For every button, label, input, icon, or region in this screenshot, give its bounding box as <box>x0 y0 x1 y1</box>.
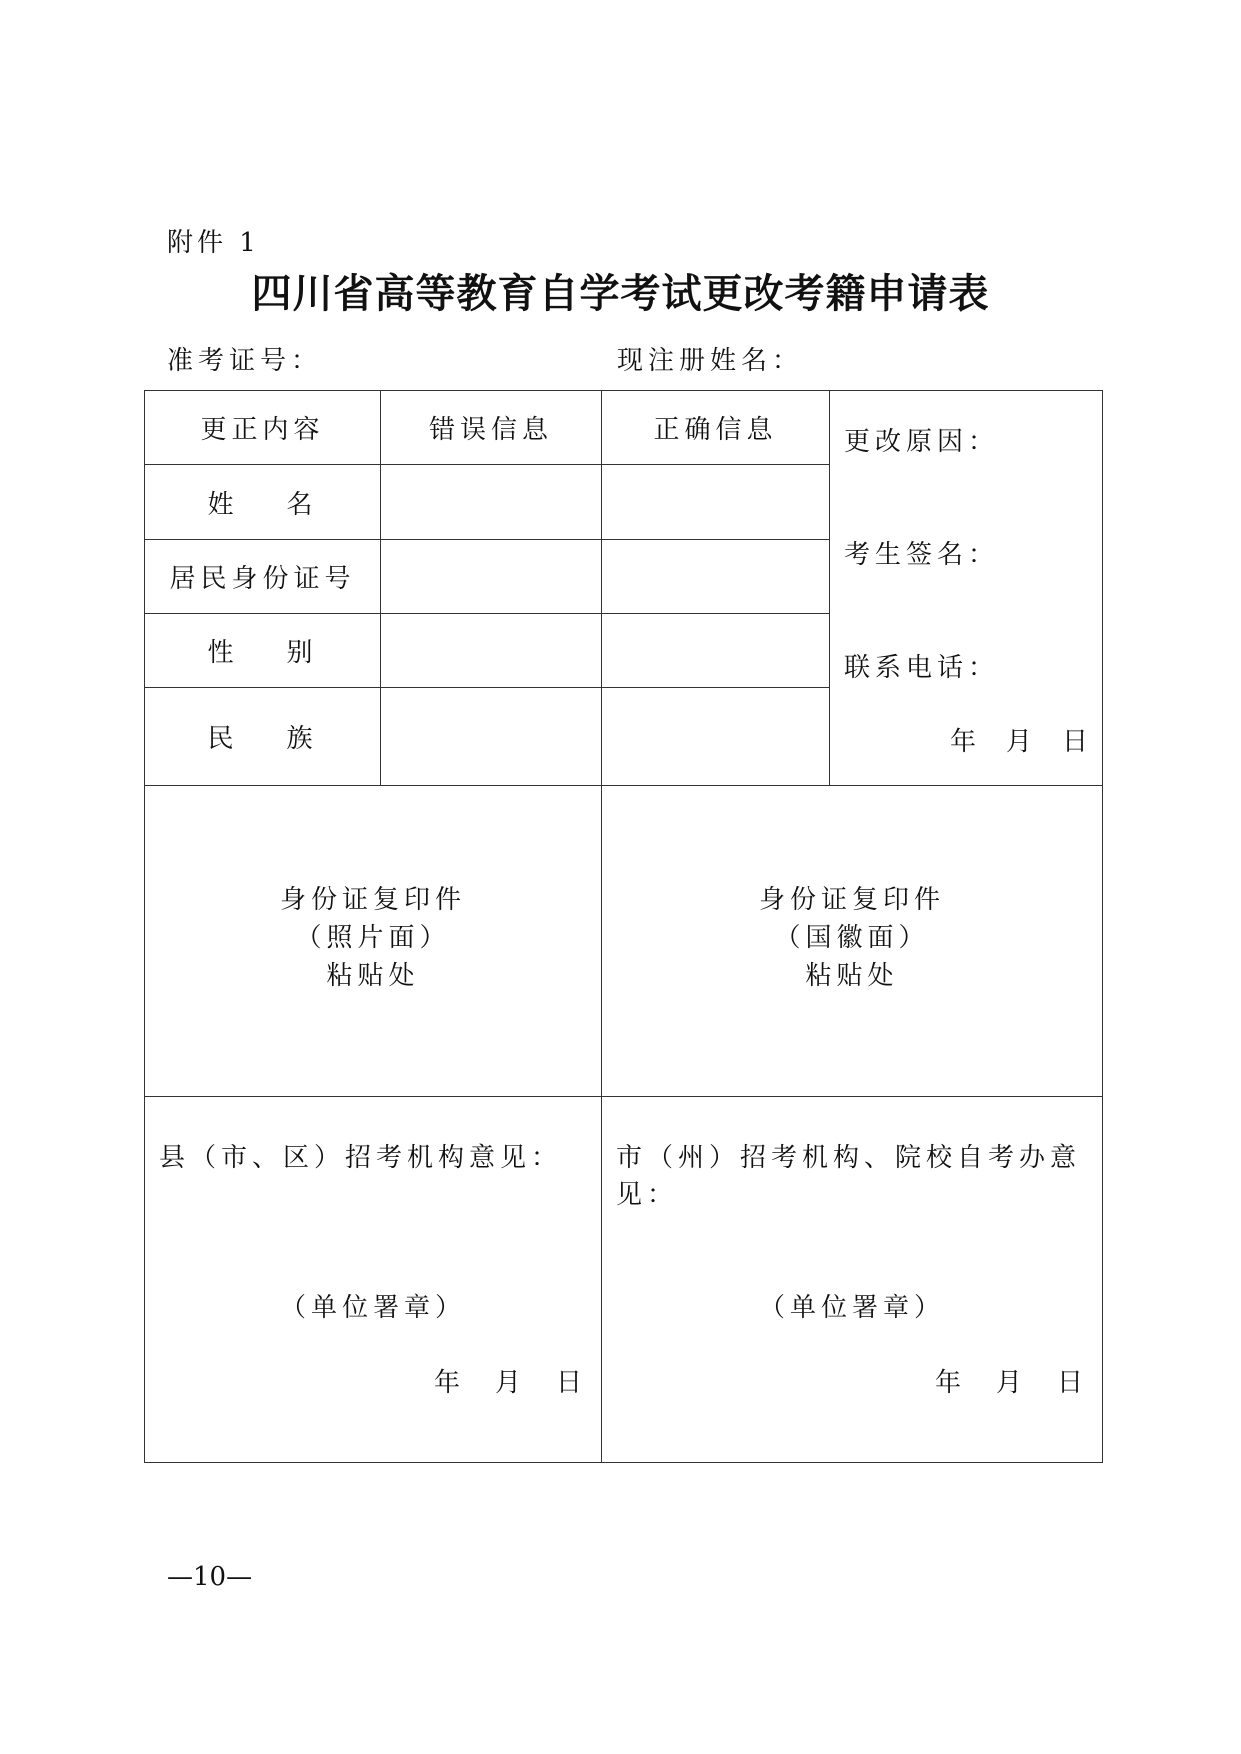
exam-id-label: 准考证号： <box>167 346 323 376</box>
county-opinion-area[interactable] <box>145 1097 602 1463</box>
id-back-line1: 身份证复印件 <box>758 885 945 915</box>
city-opinion-area[interactable] <box>602 1097 1103 1463</box>
row-label-name: 姓 名 <box>145 465 381 540</box>
gender-wrong-field[interactable] <box>381 614 602 688</box>
id-front-line1: 身份证复印件 <box>279 885 466 915</box>
date-day: 日 <box>1061 727 1088 757</box>
county-opinion-label: 县（市、区）招考机构意见： <box>159 1143 563 1173</box>
id-back-line2: （国徽面） <box>774 923 930 953</box>
date-year: 年 <box>949 727 976 757</box>
county-seal-label: （单位署章） <box>279 1293 466 1323</box>
column-header-correct-info: 正确信息 <box>602 391 830 465</box>
signature-label: 考生签名： <box>844 540 1000 570</box>
ethnicity-correct-field[interactable] <box>602 688 830 786</box>
column-header-content: 更正内容 <box>145 391 381 465</box>
city-seal-label: （单位署章） <box>758 1293 945 1323</box>
row-label-gender: 性 别 <box>145 614 381 688</box>
reason-signature-cell[interactable] <box>830 391 1103 786</box>
row-label-ethnicity: 民 族 <box>145 688 381 786</box>
registered-name-label: 现注册姓名： <box>617 346 804 376</box>
id-back-paste-area[interactable] <box>602 786 1103 1097</box>
reason-label: 更改原因： <box>844 427 1000 457</box>
applicant-date <box>920 721 1088 758</box>
phone-label: 联系电话： <box>844 653 1000 683</box>
id-front-line3: 粘贴处 <box>326 961 420 991</box>
city-opinion-label: 市（州）招考机构、院校自考办意见： <box>616 1143 1082 1210</box>
name-correct-field[interactable] <box>602 465 830 540</box>
ethnicity-wrong-field[interactable] <box>381 688 602 786</box>
attachment-label: 附件 1 <box>167 228 260 258</box>
gender-correct-field[interactable] <box>602 614 830 688</box>
id-number-correct-field[interactable] <box>602 540 830 614</box>
name-wrong-field[interactable] <box>381 465 602 540</box>
date-month: 月 <box>1005 727 1032 757</box>
city-date: 年 月 日 <box>934 1368 1088 1398</box>
form-title: 四川省高等教育自学考试更改考籍申请表 <box>251 270 990 317</box>
id-number-wrong-field[interactable] <box>381 540 602 614</box>
column-header-wrong-info: 错误信息 <box>381 391 602 465</box>
id-front-paste-area[interactable] <box>145 786 602 1097</box>
id-back-line3: 粘贴处 <box>805 961 899 991</box>
county-date: 年 月 日 <box>433 1368 587 1398</box>
page-number: —10— <box>167 1562 253 1592</box>
row-label-id-number: 居民身份证号 <box>145 540 381 614</box>
id-front-line2: （照片面） <box>295 923 451 953</box>
application-table <box>144 390 1103 1463</box>
